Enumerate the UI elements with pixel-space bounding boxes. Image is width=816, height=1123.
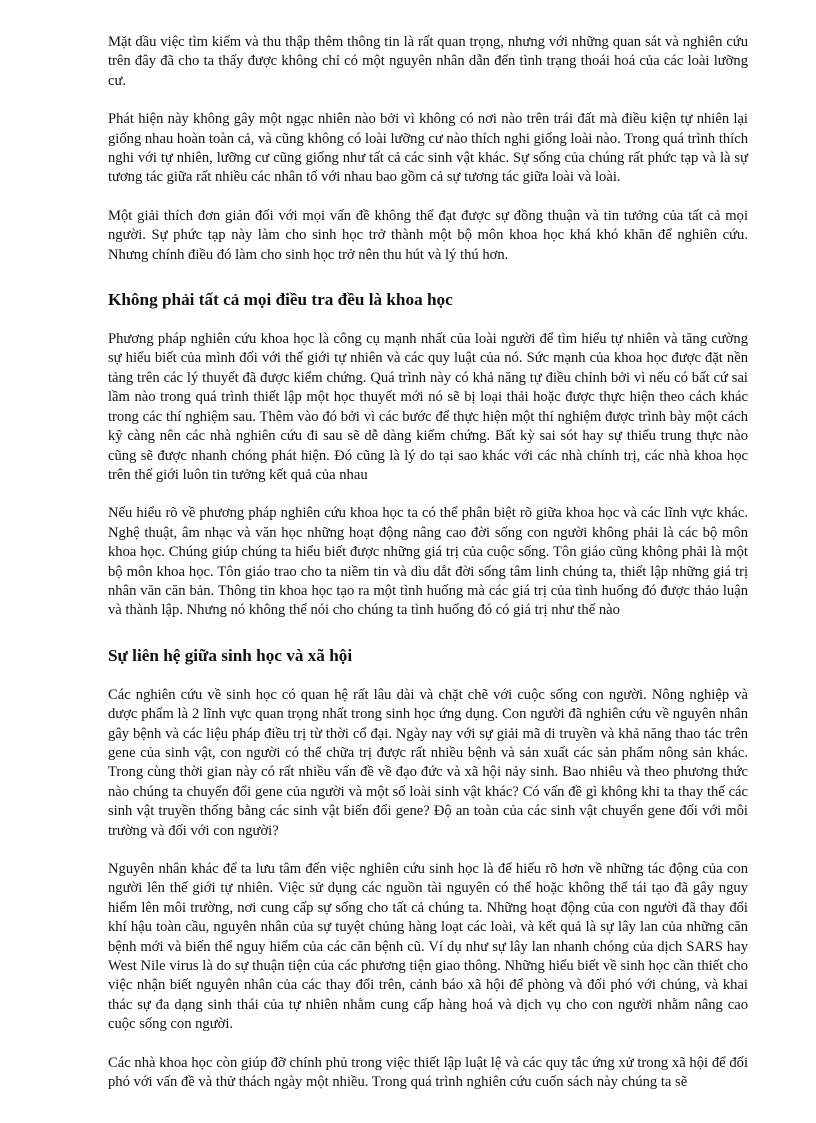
paragraph: Nguyên nhân khác để ta lưu tâm đến việc nghiên cứu sinh học là để hiểu rõ hơn về những tác động của con người lên thế giới tự nhiên. Việc sử dụng các nguồn tài nguyên có thể hoặc không thể tái tạo đã gây nguy hiểm lên môi trường, nơi cung cấp sự sống cho tất cả chúng ta. Những hoạt động của con người đã thay đổi khí hậu toàn cầu, nguyên nhân của sự tuyệt chủng hàng loạt các loài, và kết quả là sự lây lan của những căn bệnh mới và biến thể nguy hiểm của các căn bệnh cũ. Ví dụ như sự lây lan nhanh chóng của dịch SARS hay West Nile virus là do sự thuận tiện của các phương tiện giao thông. Những hiểu biết về sinh học cần thiết cho việc nhận biết nguyên nhân của các thay đổi trên, cảnh báo xã hội để phòng và đối phó với chúng, và khai thác sự đa dạng sinh thái của tự nhiên nhằm cung cấp hàng hoá và dịch vụ cho con người nhằm nâng cao cuộc sống con người. [108, 861, 748, 1033]
paragraph: Một giải thích đơn giản đối với mọi vấn đề không thể đạt được sự đồng thuận và tin tưởng của tất cả mọi người. Sự phức tạp này làm cho sinh học trở thành một bộ môn khoa học khá khó khăn để nghiên cứu. Nhưng chính điều đó làm cho sinh học trở nên thu hút và lý thú hơn. [108, 207, 748, 263]
paragraph: Các nghiên cứu về sinh học có quan hệ rất lâu dài và chặt chẽ với cuộc sống con người. Nông nghiệp và dược phẩm là 2 lĩnh vực quan trọng nhất trong sinh học ứng dụng. Con người đã nghiên cứu về nguyên nhân gây bệnh và các liệu pháp điều trị từ thời cổ đại. Ngày nay với sự giải mã di truyền và khả năng thao tác trên gene của sinh vật, con người có thể chữa trị được rất nhiều bệnh và sản xuất các sản phẩm nông sản khác. Trong cùng thời gian này có rất nhiều vấn đề về đạo đức và xã hội nảy sinh. Bao nhiêu và theo phương thức nào chúng ta chuyển đổi gene của người và một số loài sinh vật khác? Có vấn đề gì không khi ta thay thế các sinh vật truyền thống bằng các sinh vật biến đổi gene? Độ an toàn của các sinh vật chuyển gene đối với môi trường và đối với con người? [108, 686, 748, 839]
paragraph: Mặt dầu việc tìm kiếm và thu thập thêm thông tin là rất quan trọng, nhưng với những quan sát và nghiên cứu trên đây đã cho ta thấy được không chỉ có một nguyên nhân dẫn đến tình trạng thoái hoá của các loài lưỡng cư. [108, 34, 748, 89]
paragraph: Nếu hiểu rõ về phương pháp nghiên cứu khoa học ta có thể phân biệt rõ giữa khoa học và các lĩnh vực khác. Nghệ thuật, âm nhạc và văn học những hoạt động nâng cao đời sống con người không phải là các bộ môn khoa học. Chúng giúp chúng ta hiểu biết được những giá trị của cuộc sống. Tôn giáo cũng không phải là một bộ môn khoa học. Tôn giáo trao cho ta niềm tin và dìu dắt đời sống tâm linh chúng ta, thiết lập những giá trị nhân văn căn bản. Thông tin khoa học tạo ra một tình huống mà các giá trị của tình huống đó được thảo luận và thành lập. Nhưng nó không thể nói cho chúng ta tình huống đó có giá trị như thế nào [108, 505, 748, 619]
paragraph: Phương pháp nghiên cứu khoa học là công cụ mạnh nhất của loài người để tìm hiểu tự nhiên và tăng cường sự hiểu biết của mình đối với thế giới tự nhiên và các quy luật của nó. Sức mạnh của khoa học được đặt nền tảng trên các lý thuyết đã được kiểm chứng. Quá trình này có khả năng tự điều chỉnh bởi vì nếu có bất cứ sai lầm nào trong quá trình thiết lập một học thuyết mới nó sẽ bị loại thải hoặc được thực hiện theo cách khác trong các thí nghiệm sau. Thêm vào đó bởi vì các bước để thực hiện một thí nghiệm được trình bày một cách kỹ càng nên các nhà nghiên cứu đi sau sẽ dễ dàng kiểm chứng. Bất kỳ sai sót hay sự thiếu trung thực nào cũng sẽ được nhanh chóng phát hiện. Đó cũng là lý do tại sao khác với các nhà chính trị, các nhà khoa học trên thế giới luôn tin tưởng kết quả của nhau [108, 331, 748, 483]
section-heading: Không phải tất cả mọi điều tra đều là khoa học [108, 290, 453, 310]
paragraph: Phát hiện này không gây một ngạc nhiên nào bởi vì không có nơi nào trên trái đất mà điều kiện tự nhiên lại giống nhau hoàn toàn cả, và cũng không có loài lưỡng cư nào thích nghi giống loài nào. Trong quá trình thích nghi với tự nhiên, lưỡng cư cũng giống như tất cả các sinh vật khác. Sự sống của chúng rất phức tạp và là sự tương tác giữa rất nhiều các nhân tố với nhau bao gồm cả sự tương tác giữa loài và loài. [108, 111, 749, 186]
paragraph: Các nhà khoa học còn giúp đỡ chính phủ trong việc thiết lập luật lệ và các quy tắc ứng xử trong xã hội để đối phó với vấn đề và thử thách ngày một nhiều. Trong quá trình nghiên cứu cuốn sách này chúng ta sẽ [108, 1054, 748, 1091]
section-heading: Sự liên hệ giữa sinh học và xã hội [108, 645, 353, 665]
